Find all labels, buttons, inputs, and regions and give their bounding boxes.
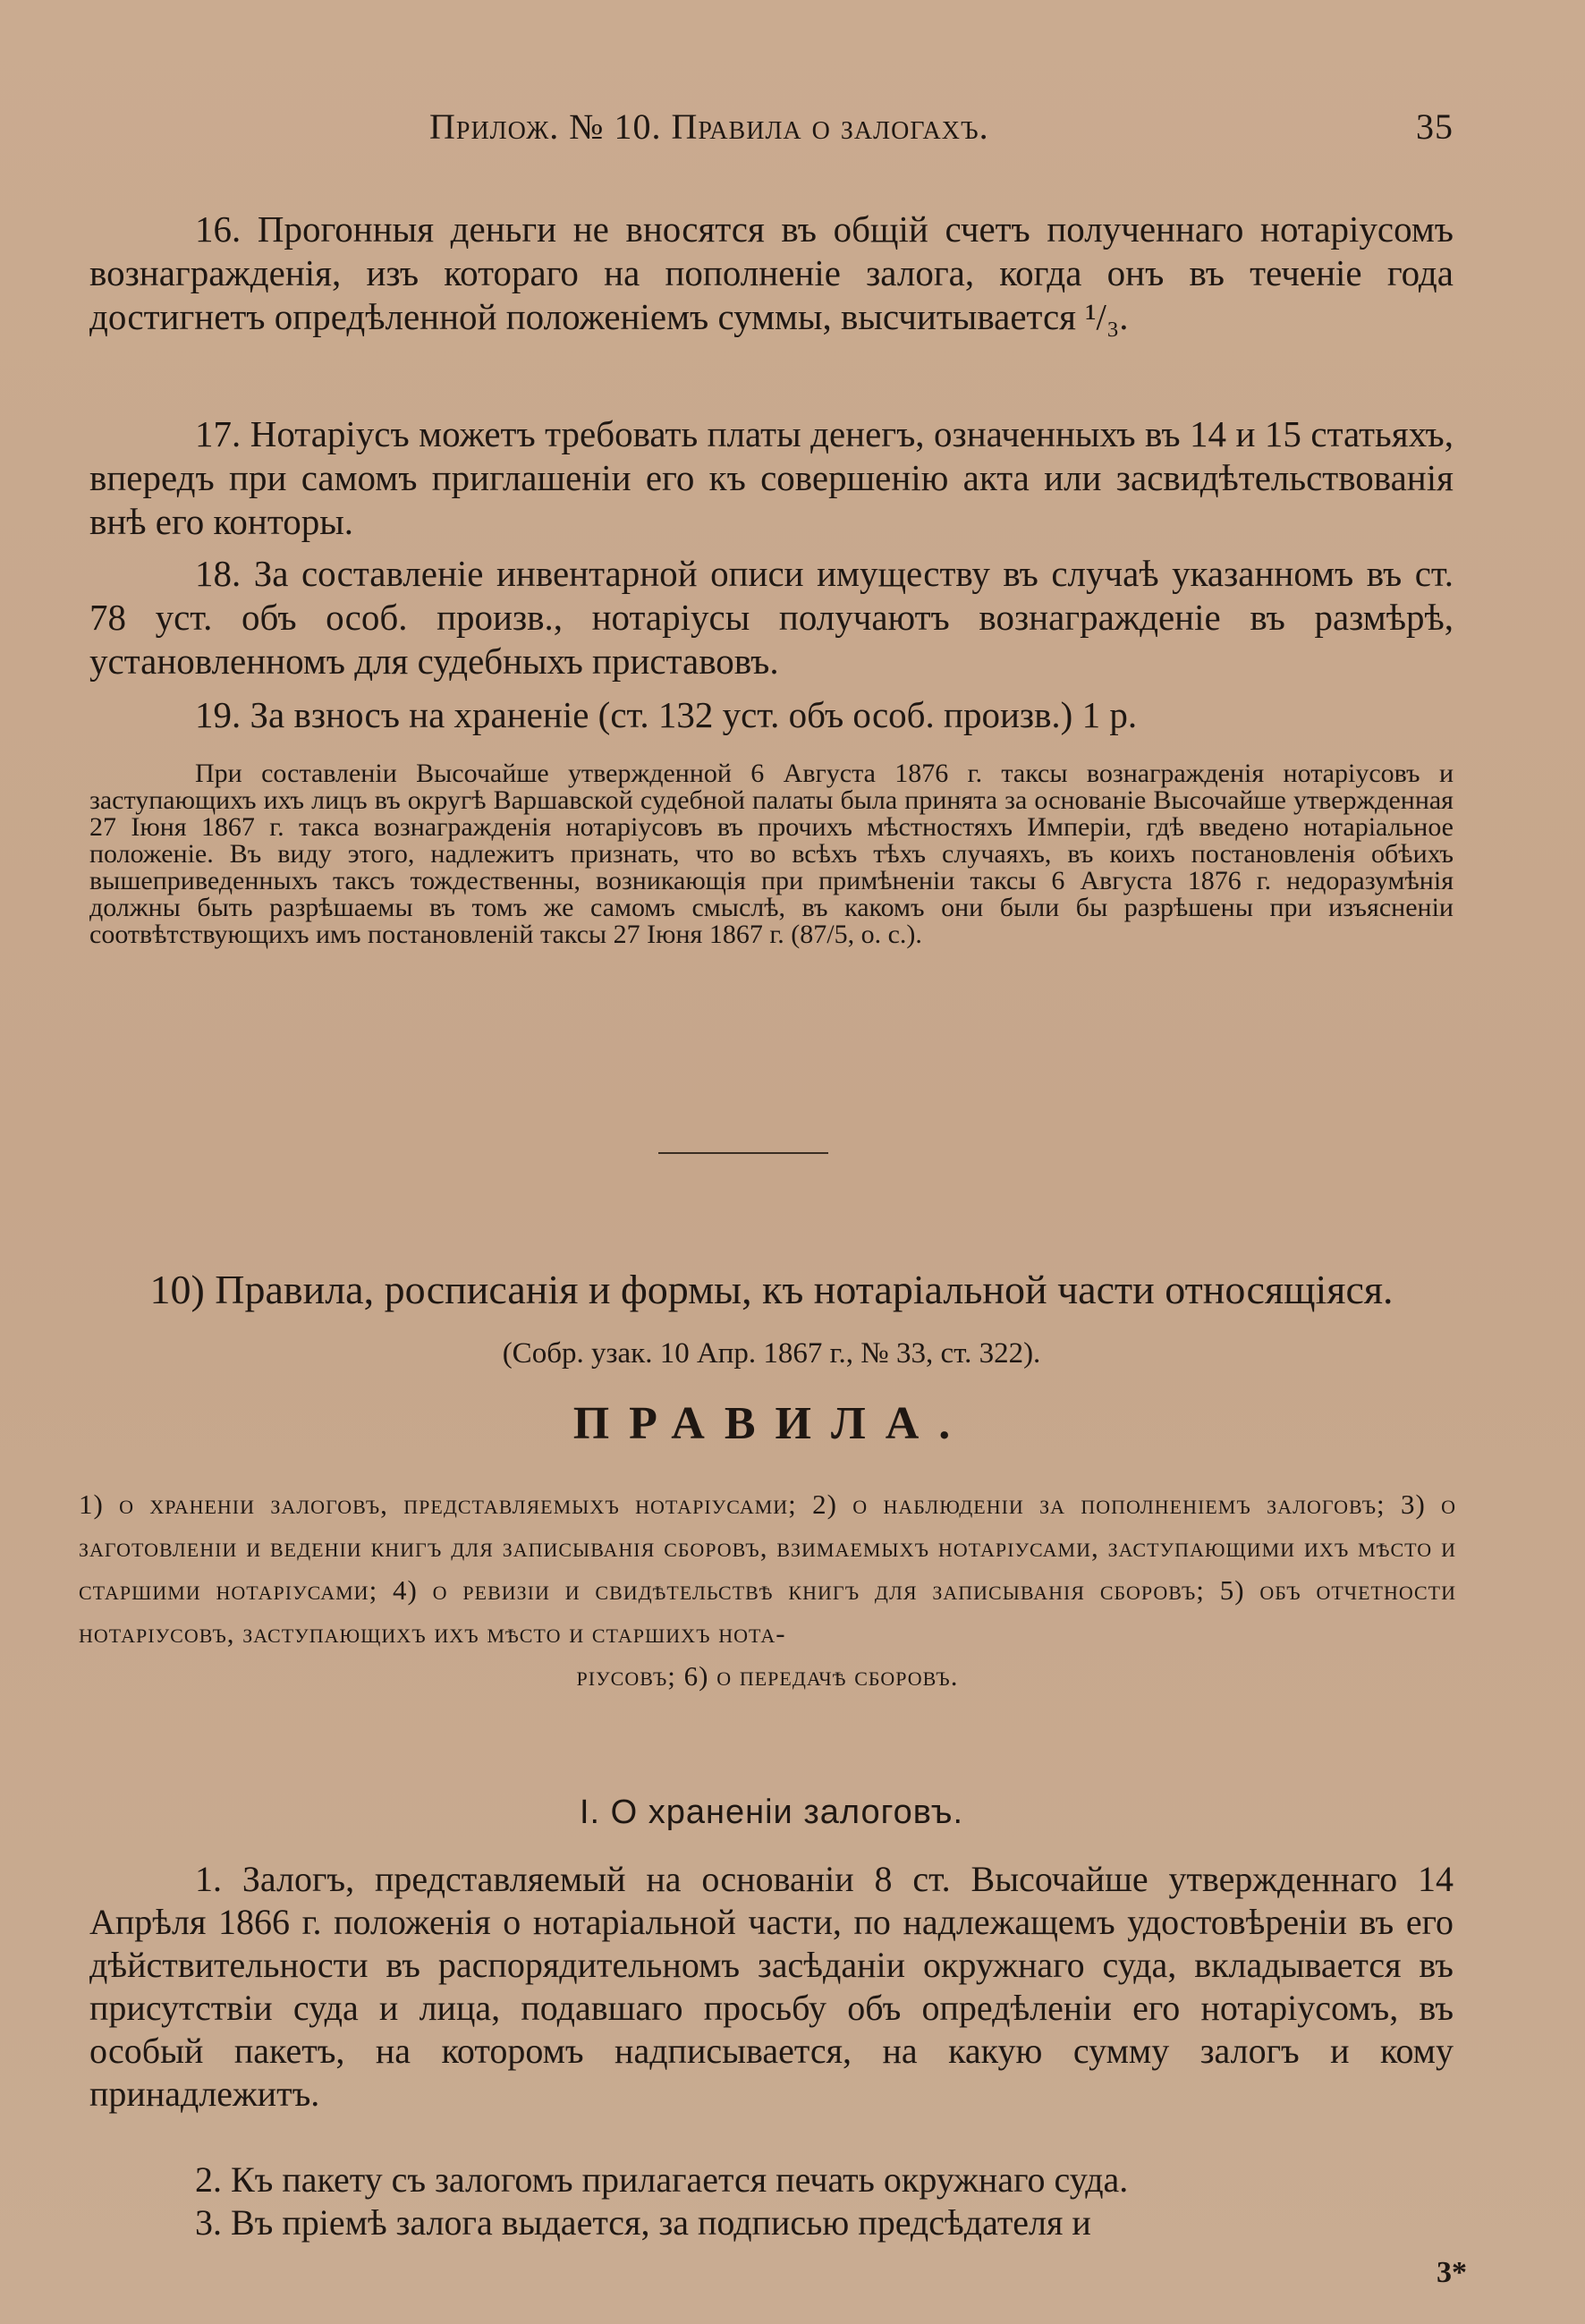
article-16: 16. Прогонныя деньги не вносятся въ общій счетъ полученнаго нотаріусомъ вознагражденія, изъ котораго на пополненіе залога, когда онъ въ теченіе года достигнетъ опредѣленной положеніемъ суммы, высчитывается ¹/₃. (89, 208, 1454, 337)
rule-2: 2. Къ пакету съ залогомъ прилагается печать окружнаго суда. (195, 2159, 1129, 2200)
chapter-heading: I. О храненіи залоговъ. (579, 1794, 964, 1831)
article-18: 18. За составленіе инвентарной описи имуществу въ случаѣ указанномъ въ ст. 78 уст. объ особ. произв., нотаріусы получаютъ вознагражденіе въ размѣрѣ, установленномъ для судебныхъ приставовъ. (89, 553, 1454, 682)
running-header (89, 106, 1454, 159)
section-citation: (Собр. узак. 10 Апр. 1867 г., № 33, ст. 322). (502, 1337, 1041, 1370)
rule-1: 1. Залогъ, представляемый на основаніи 8 ст. Высочайше утвержденнаго 14 Апрѣля 1866 г. положенія о нотаріальной части, по надлежащемъ удостовѣреніи въ его дѣйствительности въ распорядительномъ засѣданіи окружнаго суда, вкладывается въ присутствіи суда и лица, подавшаго просьбу объ опредѣленіи его нотаріусомъ, въ особый пакетъ, на которомъ надписывается, на какую сумму залогъ и кому принадлежитъ. (89, 1859, 1454, 2114)
header-title: Прилож. № 10. Правила о залогахъ. (429, 106, 989, 147)
rules-contents (79, 1483, 1456, 1698)
article-19: 19. За взносъ на храненіе (ст. 132 уст. объ особ. произв.) 1 р. (195, 694, 1138, 735)
signature-mark: 3* (1437, 2256, 1467, 2289)
rules-heading: ПРАВИЛА. (572, 1398, 970, 1449)
page-number: 35 (1416, 106, 1454, 147)
section-title: 10) Правила, росписанія и формы, къ нотаріальной части относящіяся. (149, 1267, 1394, 1312)
article-17: 17. Нотаріусъ можетъ требовать платы денегъ, означенныхъ въ 14 и 15 статьяхъ, впередъ при самомъ приглашеніи его къ совершенію акта или засвидѣтельствованія внѣ его конторы. (89, 413, 1454, 542)
separator-rule (658, 1152, 828, 1154)
rules-contents-last: ріусовъ; 6) о передачѣ сборовъ. (576, 1660, 959, 1692)
footnote-note: При составленіи Высочайше утвержденной 6 Августа 1876 г. таксы вознагражденія нотаріусовъ и заступающихъ ихъ лицъ въ округѣ Варшавской судебной палаты была принята за основаніе Высочайше утвержденная 27 Іюня 1867 г. такса вознагражденія нотаріусовъ въ прочихъ мѣстностяхъ Имперіи, гдѣ введено нотаріальное положеніе. Въ виду этого, надлежитъ признать, что во всѣхъ тѣхъ случаяхъ, въ коихъ постановленія обѣихъ вышеприведенныхъ таксъ тождественны, возникающія при примѣненіи таксы 6 Августа 1876 г. недоразумѣнія должны быть разрѣшаемы въ томъ же самомъ смыслѣ, въ какомъ они были бы разрѣшены при изъясненіи соотвѣтствующихъ имъ постановленій таксы 27 Іюня 1867 г. (87/5, о. с.). (89, 759, 1454, 949)
rules-contents-main: 1) о храненіи залоговъ, представляемыхъ нотаріусами; 2) о наблюденіи за пополненіемъ залоговъ; 3) о заготовленіи и веденіи книгъ для записыванія сборовъ, взимаемыхъ нотаріусами, заступающими ихъ мѣсто и старшими нотаріусами; 4) о ревизіи и свидѣтельствѣ книгъ для записыванія сборовъ; 5) объ отчетности нотаріусовъ, заступающихъ ихъ мѣсто и старшихъ нота- (79, 1489, 1456, 1649)
rule-3: 3. Въ пріемѣ залога выдается, за подписью предсѣдателя и (195, 2202, 1091, 2243)
